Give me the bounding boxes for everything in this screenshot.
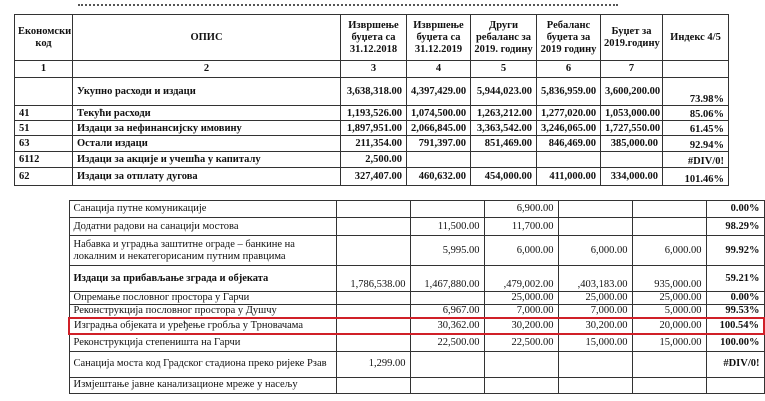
header-exec-2018: Извршење буџета са 31.12.2018 — [341, 15, 407, 61]
cell-index: 92.94% — [663, 136, 729, 152]
cell-second-rebalance: 5,944,023.00 — [471, 78, 537, 106]
row-description: Издаци за отплату дугова — [73, 168, 341, 186]
cell-exec-2019 — [407, 152, 471, 168]
table-row — [15, 106, 729, 121]
cell-second-rebalance: 25,000.00 — [484, 292, 558, 305]
cell-rebalance: 7,000.00 — [558, 305, 632, 319]
col-number: 3 — [341, 61, 407, 78]
cell-index: 100.00% — [706, 334, 764, 351]
cell-exec-2019 — [410, 351, 484, 377]
cell-index: #DIV/0! — [706, 351, 764, 377]
header-budget-2019: Буџет за 2019.годину — [601, 15, 663, 61]
row-code: 62 — [15, 168, 73, 186]
cell-rebalance: 1,277,020.00 — [537, 106, 601, 121]
cell-index: 73.98% — [663, 78, 729, 106]
cell-budget-2019: 1,053,000.00 — [601, 106, 663, 121]
header-rebalance: Ребаланс буџета за 2019 годину — [537, 15, 601, 61]
header-exec-2019: Извршење буџета са 31.12.2019 — [407, 15, 471, 61]
cell-rebalance — [537, 152, 601, 168]
highlighted-row — [69, 318, 764, 334]
cell-exec-2018: 1,193,526.00 — [341, 106, 407, 121]
row-code: 51 — [15, 121, 73, 136]
cell-second-rebalance: 6,900.00 — [484, 201, 558, 218]
cell-exec-2018 — [336, 318, 410, 334]
cell-exec-2019: 1,467,880.00 — [410, 266, 484, 292]
cell-budget-2019: 385,000.00 — [601, 136, 663, 152]
cell-exec-2018 — [336, 292, 410, 305]
col-number: 6 — [537, 61, 601, 78]
cell-index: 101.46% — [663, 168, 729, 186]
cell-second-rebalance: 454,000.00 — [471, 168, 537, 186]
cell-budget-2019: 15,000.00 — [632, 334, 706, 351]
cell-index — [706, 377, 764, 393]
cell-second-rebalance — [471, 152, 537, 168]
table-row — [69, 201, 764, 218]
column-number-row — [15, 61, 729, 78]
cell-exec-2018: 327,407.00 — [341, 168, 407, 186]
header-desc: ОПИС — [73, 15, 341, 61]
row-description: Санација путне комуникације — [69, 201, 336, 218]
cell-rebalance: 25,000.00 — [558, 292, 632, 305]
cell-second-rebalance: 30,200.00 — [484, 318, 558, 334]
cell-index: 85.06% — [663, 106, 729, 121]
row-description: Измјештање јавне канализационе мреже у насељу — [69, 377, 336, 393]
header-index: Индекс 4/5 — [663, 15, 729, 61]
table-row — [69, 218, 764, 236]
row-description: Набавка и уградња заштитне ограде – банкине на локалним и некатегорисаним путним правцима — [69, 236, 336, 266]
table-row — [69, 236, 764, 266]
cell-budget-2019 — [601, 152, 663, 168]
cell-second-rebalance: 6,000.00 — [484, 236, 558, 266]
cell-exec-2019 — [410, 377, 484, 393]
cell-budget-2019 — [632, 201, 706, 218]
cell-rebalance: 3,246,065.00 — [537, 121, 601, 136]
cell-exec-2018: 211,354.00 — [341, 136, 407, 152]
cell-index: 100.54% — [706, 318, 764, 334]
row-description: Издаци за прибављање зграда и објеката — [69, 266, 336, 292]
table-row — [15, 152, 729, 168]
cell-index: 0.00% — [706, 292, 764, 305]
cell-rebalance — [558, 218, 632, 236]
row-code: 41 — [15, 106, 73, 121]
cell-exec-2019 — [410, 292, 484, 305]
cell-budget-2019 — [632, 377, 706, 393]
row-description: Укупно расходи и издаци — [73, 78, 341, 106]
cell-budget-2019: 25,000.00 — [632, 292, 706, 305]
row-code: 63 — [15, 136, 73, 152]
row-description: Додатни радови на санацији мостова — [69, 218, 336, 236]
row-description: Опремање пословног простора у Гарчи — [69, 292, 336, 305]
cell-second-rebalance: 1,263,212.00 — [471, 106, 537, 121]
cell-rebalance: 411,000.00 — [537, 168, 601, 186]
col-number: 1 — [15, 61, 73, 78]
table-row — [69, 351, 764, 377]
cell-index: 98.29% — [706, 218, 764, 236]
cell-index: 61.45% — [663, 121, 729, 136]
row-description: Издаци за нефинансијску имовину — [73, 121, 341, 136]
cell-rebalance: 5,836,959.00 — [537, 78, 601, 106]
cell-exec-2018 — [336, 201, 410, 218]
col-number: 5 — [471, 61, 537, 78]
table-row — [69, 266, 764, 292]
cell-exec-2018: 3,638,318.00 — [341, 78, 407, 106]
table-row — [15, 136, 729, 152]
cell-budget-2019: 20,000.00 — [632, 318, 706, 334]
cell-exec-2018 — [336, 334, 410, 351]
row-description: Реконструкција пословног простора у Душчу — [69, 305, 336, 319]
bottom-table-section — [0, 198, 760, 401]
cell-second-rebalance: 22,500.00 — [484, 334, 558, 351]
cell-exec-2018: 1,786,538.00 — [336, 266, 410, 292]
cell-exec-2018 — [336, 236, 410, 266]
table-row — [69, 377, 764, 393]
cell-exec-2019: 4,397,429.00 — [407, 78, 471, 106]
cell-exec-2019: 30,362.00 — [410, 318, 484, 334]
row-description: Текући расходи — [73, 106, 341, 121]
cell-exec-2019: 11,500.00 — [410, 218, 484, 236]
torn-edge-line — [78, 4, 618, 6]
cell-rebalance — [558, 377, 632, 393]
budget-summary-table — [14, 14, 729, 186]
cell-exec-2019: 1,074,500.00 — [407, 106, 471, 121]
cell-rebalance: 6,000.00 — [558, 236, 632, 266]
cell-second-rebalance — [484, 377, 558, 393]
row-description: Реконструкција степеништа на Гарчи — [69, 334, 336, 351]
cell-exec-2018: 2,500.00 — [341, 152, 407, 168]
cell-exec-2019: 6,967.00 — [410, 305, 484, 319]
header-row — [15, 15, 729, 61]
cell-exec-2019: 2,066,845.00 — [407, 121, 471, 136]
row-description: Издаци за акције и учешћа у капиталу — [73, 152, 341, 168]
cell-exec-2018: 1,299.00 — [336, 351, 410, 377]
cell-exec-2019 — [410, 201, 484, 218]
cell-budget-2019: 935,000.00 — [632, 266, 706, 292]
cell-rebalance: 846,469.00 — [537, 136, 601, 152]
header-code: Економски код — [15, 15, 73, 61]
top-table-section — [0, 0, 750, 196]
table-row — [69, 292, 764, 305]
col-number: 2 — [73, 61, 341, 78]
cell-exec-2019: 791,397.00 — [407, 136, 471, 152]
row-code: 6112 — [15, 152, 73, 168]
table-row — [15, 121, 729, 136]
cell-exec-2018 — [336, 377, 410, 393]
cell-budget-2019: 3,600,200.00 — [601, 78, 663, 106]
table-row — [15, 168, 729, 186]
cell-index: #DIV/0! — [663, 152, 729, 168]
table-row — [69, 305, 764, 319]
cell-budget-2019: 1,727,550.00 — [601, 121, 663, 136]
cell-exec-2018 — [336, 305, 410, 319]
table-row — [69, 334, 764, 351]
cell-exec-2019: 460,632.00 — [407, 168, 471, 186]
cell-exec-2018 — [336, 218, 410, 236]
cell-rebalance: 15,000.00 — [558, 334, 632, 351]
cell-rebalance: 30,200.00 — [558, 318, 632, 334]
header-second-rebalance: Други ребаланс за 2019. годину — [471, 15, 537, 61]
col-number: 7 — [601, 61, 663, 78]
cell-rebalance — [558, 351, 632, 377]
cell-budget-2019: 6,000.00 — [632, 236, 706, 266]
cell-budget-2019 — [632, 218, 706, 236]
cell-second-rebalance: 851,469.00 — [471, 136, 537, 152]
row-code — [15, 78, 73, 106]
cell-second-rebalance: 3,363,542.00 — [471, 121, 537, 136]
cell-second-rebalance: 7,000.00 — [484, 305, 558, 319]
cell-rebalance — [558, 201, 632, 218]
project-items-table — [68, 200, 765, 394]
table-row — [15, 78, 729, 106]
cell-budget-2019: 334,000.00 — [601, 168, 663, 186]
row-description: Остали издаци — [73, 136, 341, 152]
cell-index: 0.00% — [706, 201, 764, 218]
cell-exec-2018: 1,897,951.00 — [341, 121, 407, 136]
row-description: Изградња објеката и уређење гробља у Трновачама — [69, 318, 336, 334]
cell-second-rebalance: ,479,002.00 — [484, 266, 558, 292]
cell-budget-2019: 5,000.00 — [632, 305, 706, 319]
cell-second-rebalance — [484, 351, 558, 377]
row-description: Санација моста код Градског стадиона преко ријеке Рзав — [69, 351, 336, 377]
cell-index: 99.92% — [706, 236, 764, 266]
cell-exec-2019: 22,500.00 — [410, 334, 484, 351]
col-number — [663, 61, 729, 78]
col-number: 4 — [407, 61, 471, 78]
cell-index: 99.53% — [706, 305, 764, 319]
cell-index: 59.21% — [706, 266, 764, 292]
cell-second-rebalance: 11,700.00 — [484, 218, 558, 236]
cell-budget-2019 — [632, 351, 706, 377]
cell-exec-2019: 5,995.00 — [410, 236, 484, 266]
cell-rebalance: ,403,183.00 — [558, 266, 632, 292]
